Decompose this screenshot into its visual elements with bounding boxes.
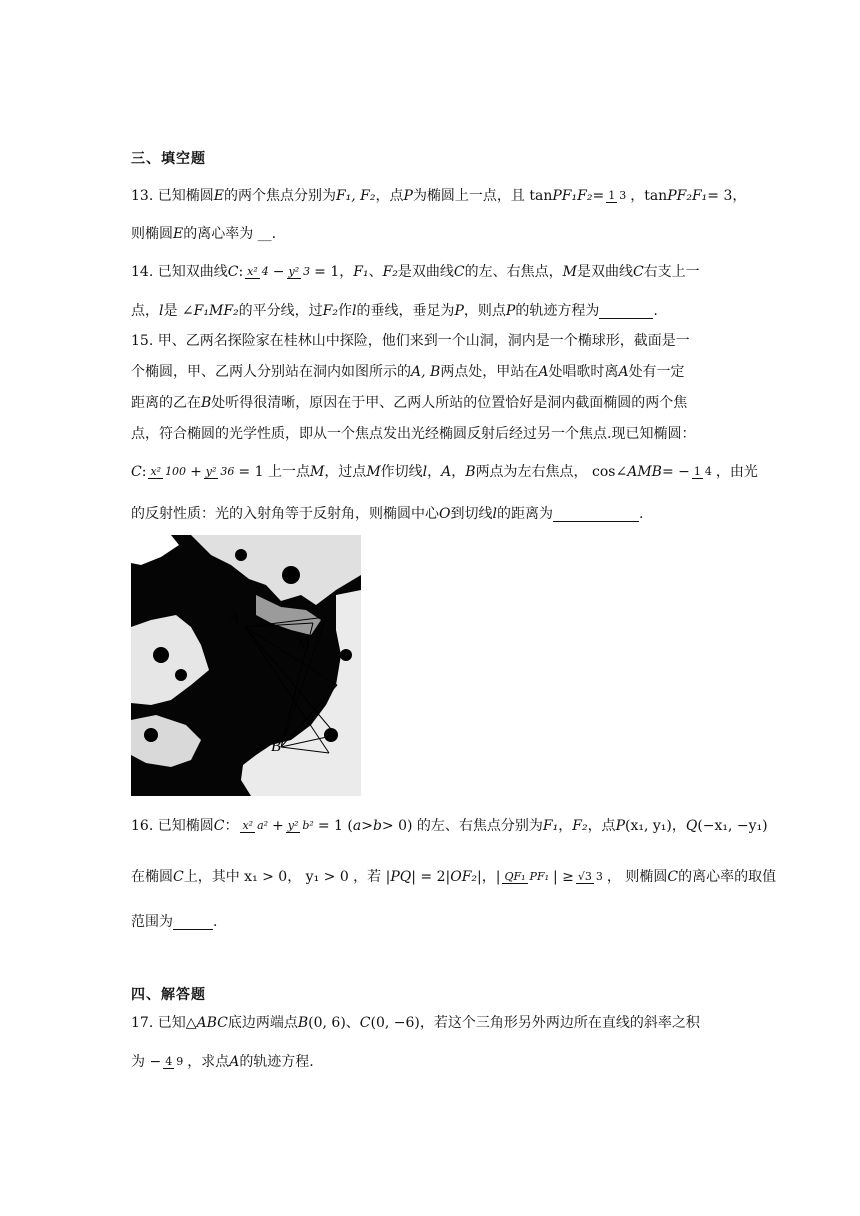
q14-text: : [238,264,244,280]
q14-text: − [272,264,285,280]
q16-line-2 [131,867,777,887]
fraction-denominator: b² [302,818,314,832]
q13-var: E [213,188,224,204]
q15-text: = 1 上一点 [238,464,310,480]
q16-line-1 [131,816,768,836]
q14-text: ，则点 [463,303,506,319]
q15-var: A [618,364,629,380]
q16-text: ： [224,818,239,834]
q15-line-1 [131,331,731,351]
q13-var: F₁, F₂ [335,188,376,204]
fraction-denominator: 3 [303,264,311,278]
q17-text: (0, 6)、 [308,1015,360,1031]
q14-line-1 [131,262,731,282]
q16-line-3 [131,912,731,932]
q15-text: ， [427,464,442,480]
q14-var: C [453,264,465,280]
q17-var: △ABC [185,1015,228,1031]
q15-text: 处听得很清晰，原因在于甲、乙两人所站的位置恰好是洞内截面椭圆的两个焦 [211,395,688,411]
q14-text: 的轨迹方程为 [515,303,600,319]
q15-text: 两点处，甲站在 [440,364,539,380]
q15-text: 点，符合椭圆的光学性质，即从一个焦点发出光经椭圆反射后经过另一个焦点.现已知椭圆： [131,426,696,442]
q13-var: PF₁F₂ [552,188,593,204]
q14-line-2 [131,301,731,321]
q15-text: = − [661,464,690,480]
q17-text: 为 − [131,1054,162,1070]
q14-var: F₂ [322,303,338,319]
q15-text: 距离的乙在 [131,395,201,411]
q15-text: 15. 甲、乙两名探险家在桂林山中探险，他们来到一个山洞，洞内是一个椭球形，截面是一 [131,333,690,349]
q16-text: 上，其中 x₁ > 0， y₁ > 0 ，若 | [183,869,391,885]
q16-text: . [213,914,218,930]
fraction-denominator: 9 [176,1054,184,1068]
cave-figure [131,535,361,796]
q15-text: 处唱歌时离 [548,364,619,380]
q15-text: 个椭圆，甲、乙两人分别站在洞内如图所示的 [131,364,411,380]
q13-line-2 [131,224,731,244]
q16-text: (x₁, y₁)， [624,818,686,834]
q16-text: 在椭圆 [131,869,173,885]
q16-text: ，点 [587,818,616,834]
q15-text: 的距离为 [496,506,553,522]
q16-var: b [372,818,382,834]
q15-var: M [309,464,325,480]
q17-text: 的轨迹方程. [239,1054,314,1070]
q15-text: + [190,464,202,480]
q15-var: O [439,506,451,522]
q14-var: P [505,303,516,319]
q16-var: Q [685,818,698,834]
fraction-denominator: 3 [619,188,627,202]
q17-text: 17. 已知 [131,1015,186,1031]
q15-text: 两点为左右焦点， cos∠ [475,464,628,480]
q16-answer-blank [173,915,213,930]
fraction-denominator: 3 [595,869,603,883]
q13-text: ，点 [375,188,404,204]
q13-var: E [173,226,184,242]
q15-var: A [441,464,452,480]
fraction-numerator: x² [242,818,254,832]
q14-text: 点， [131,303,159,319]
q14-text: 的垂线，垂足为 [356,303,455,319]
q15-fraction-y [204,466,237,479]
q13-fraction [606,190,628,203]
q15-line-3 [131,393,731,413]
q16-var: PQ [390,869,412,885]
fraction-numerator: y² [288,264,300,278]
figure-label-a: A [229,610,239,627]
q14-answer-blank [599,304,653,319]
q16-var: F₂ [572,818,588,834]
q16-text: 16. 已知椭圆 [131,818,214,834]
q15-text: . [638,506,644,522]
fraction-numerator: √3 [577,869,592,883]
q16-fraction-ratio [502,871,551,884]
q13-text: 为椭圆上一点，且 tan [412,188,553,204]
q13-text: 13. 已知椭圆 [131,188,214,204]
fraction-numerator: 1 [608,188,616,202]
q17-var: A [229,1054,240,1070]
q14-text: 作 [338,303,352,319]
q15-text: 到切线 [450,506,493,522]
fraction-numerator: QF₁ [504,869,526,883]
q16-text: | = 2| [411,869,451,885]
q16-var: C [213,818,225,834]
q14-var: l [352,303,357,319]
q16-var: C [173,869,184,885]
fraction-denominator: 100 [165,464,187,478]
q16-fraction-x [240,820,270,833]
q14-text: 是双曲线 [397,264,454,280]
fraction-numerator: x² [150,464,162,478]
q13-var: P [403,188,413,204]
q16-var: F₁ [542,818,559,834]
section-title-fill-in: 三、填空题 [131,151,206,167]
q17-fraction [163,1056,185,1069]
q15-line-4 [131,424,731,444]
section-title-solve: 四、解答题 [131,987,206,1003]
q16-var: P [615,818,625,834]
q16-text: > [361,818,373,834]
q15-var: AMB [627,464,662,480]
q14-var: l [159,303,164,319]
q17-var: B [297,1015,309,1031]
q15-text: ， [451,464,466,480]
figure-label-m: M [297,636,311,653]
q15-line-6 [131,504,731,524]
q15-text: : [141,464,147,480]
q15-var: l [422,464,428,480]
q13-answer-blank: 的离心率为 __. [183,226,277,242]
q15-line-5 [131,462,758,482]
q16-text: 的离心率的取值 [678,869,777,885]
q17-var: C [359,1015,371,1031]
q14-text: 是双曲线 [576,264,633,280]
q13-text: 则椭圆 [131,226,173,242]
fraction-denominator: PF₁ [529,869,549,883]
fraction-numerator: y² [287,818,299,832]
q14-var: C [227,264,239,280]
q17-text: (0, −6)，若这个三角形另外两边所在直线的斜率之积 [370,1015,700,1031]
fraction-denominator: 36 [220,464,235,478]
q13-text: ，tan [630,188,668,204]
q15-fraction-x [148,466,188,479]
fraction-denominator: 4 [704,464,712,478]
q16-text: |，| [477,869,501,885]
q16-text: ， 则椭圆 [606,869,668,885]
q14-var: M [562,264,577,280]
q15-var: l [492,506,497,522]
q13-text: 的两个焦点分别为 [223,188,336,204]
q13-text: = [592,188,605,204]
q14-var: C [632,264,644,280]
q13-line-1 [131,186,747,206]
q13-var: PF₂F₁ [667,188,708,204]
q14-text: 的左、右焦点， [464,264,563,280]
q17-line-1 [131,1013,731,1033]
fraction-numerator: 4 [165,1054,173,1068]
q15-text: ，过点 [324,464,367,480]
q16-var: OF₂ [450,869,478,885]
q15-var: A, B [411,364,441,380]
q14-var: F₁MF₂ [193,303,239,319]
q14-text: . [653,303,658,319]
q17-line-2 [131,1052,731,1072]
figure-label-b: B [271,738,281,755]
q16-fraction-y [286,820,316,833]
q14-text: 右支上一 [643,264,700,280]
q14-var: F₁ [353,264,369,280]
q16-text: > 0) 的左、右焦点分别为 [381,818,543,834]
q15-answer-blank [553,507,639,522]
q16-text: 范围为 [131,914,173,930]
q15-var: B [465,464,476,480]
q16-text: + [272,818,284,834]
q15-var: C [131,464,142,480]
q15-text: ，由光 [715,464,758,480]
q14-text: 是 ∠ [163,303,194,319]
q16-fraction-sqrt [576,871,605,884]
q16-text: ， [558,818,573,834]
q16-text: = 1 ( [317,818,353,834]
q16-var: C [667,869,679,885]
q16-text: (−x₁, −y₁) [697,818,768,834]
fraction-denominator: a² [257,818,269,832]
cave-figure-svg [131,535,361,796]
fraction-numerator: x² [247,264,258,278]
q13-text: = 3， [707,188,747,204]
q14-text: 的平分线，过 [238,303,323,319]
q14-var: P [454,303,464,319]
q14-text: 、 [368,264,383,280]
q15-var: B [201,395,212,411]
q15-text: 的反射性质：光的入射角等于反射角，则椭圆中心 [131,506,439,522]
q14-fraction-x [245,266,271,279]
q15-var: A [538,364,549,380]
q14-var: F₂ [382,264,398,280]
q15-line-2 [131,362,731,382]
q15-fraction-cos [692,466,714,479]
q15-text: 处有一定 [628,364,685,380]
fraction-numerator: y² [205,464,217,478]
q15-var: M [366,464,381,480]
q17-text: 底边两端点 [227,1015,298,1031]
q14-fraction-y [287,266,313,279]
q14-text: 14. 已知双曲线 [131,264,228,280]
q14-text: = 1， [314,264,354,280]
fraction-numerator: 1 [693,464,701,478]
q16-var: a [352,818,362,834]
q15-text: 作切线 [380,464,423,480]
fraction-denominator: 4 [261,264,269,278]
q16-text: | ≥ [553,869,574,885]
q17-text: ，求点 [187,1054,230,1070]
